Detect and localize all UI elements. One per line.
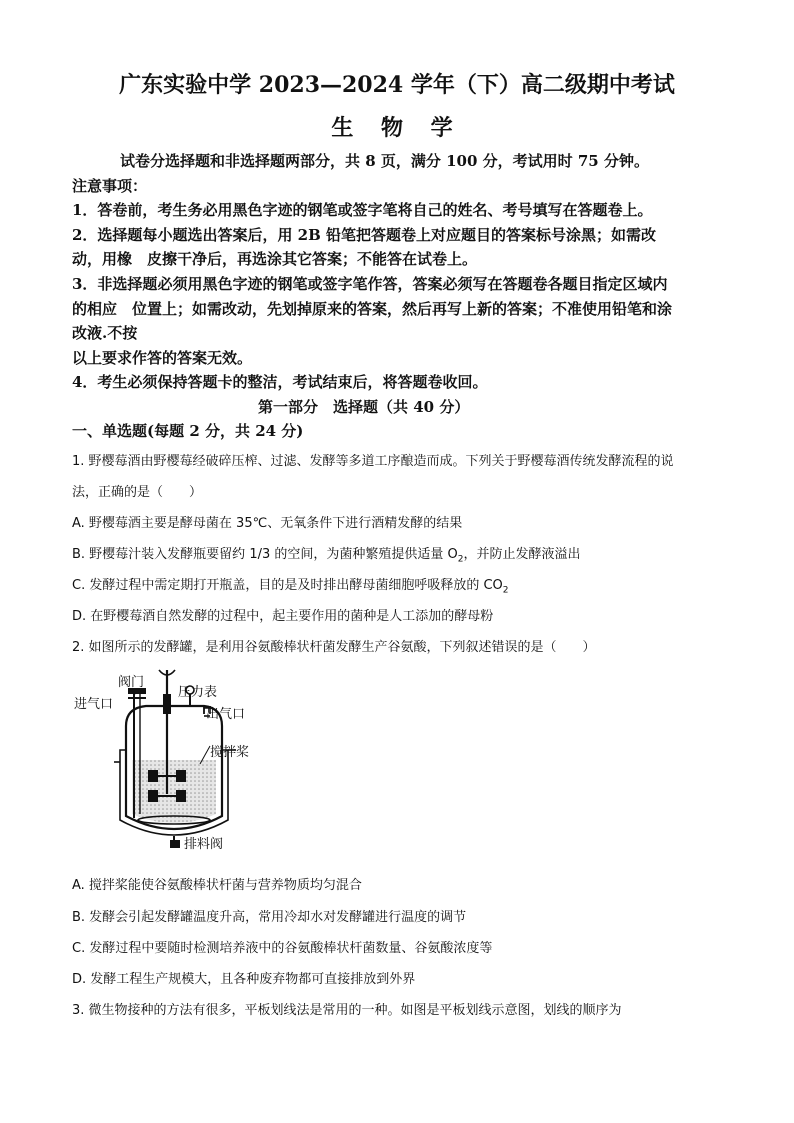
- q1-option-c: C. 发酵过程中需定期打开瓶盖，目的是及时排出酵母菌细胞呼吸释放的 $CO_2$: [72, 578, 509, 596]
- q2-option-c: C. 发酵过程中要随时检测培养液中的谷氨酸棒状杆菌数量、谷氨酸浓度等: [72, 941, 493, 956]
- q1-stem-cont: 法，正确的是（ ）: [72, 485, 203, 500]
- q1-option-b: B. 野樱莓汁装入发酵瓶要留约 1/3 的空间，为菌种繁殖提供适量 $O_2$，并防止发酵液溢出: [72, 547, 581, 565]
- q2-option-a: A. 搅拌桨能使谷氨酸棒状杆菌与营养物质均匀混合: [72, 878, 362, 893]
- note-line: 以上要求作答的答案无效。: [72, 349, 253, 367]
- drain-valve-icon: [170, 840, 180, 848]
- note-line: 改液.不按: [72, 324, 138, 342]
- label-gauge: 压力表: [178, 685, 218, 700]
- label-valve: 阀门: [118, 675, 145, 690]
- q1-option-d: D. 在野樱莓酒自然发酵的过程中，起主要作用的菌种是人工添加的酵母粉: [72, 609, 494, 624]
- subject-title: 生 物 学: [331, 115, 463, 141]
- q1-stem: 1. 野樱莓酒由野樱莓经破碎压榨、过滤、发酵等多道工序酿造而成。下列关于野樱莓酒传统发酵流程的说: [72, 454, 674, 469]
- note-line: 的相应 位置上；如需改动，先划掉原来的答案，然后再写上新的答案；不准使用铅笔和涂: [72, 300, 673, 318]
- note-line: 动，用橡 皮擦干净后，再选涂其它答案；不能答在试卷上。: [72, 250, 478, 268]
- label-drain: 排料阀: [184, 837, 224, 852]
- q2-option-d: D. 发酵工程生产规模大，且各种废弃物都可直接排放到外界: [72, 972, 416, 987]
- note-line: 1．答卷前，考生务必用黑色字迹的钢笔或签字笔将自己的姓名、考号填写在答题卷上。: [72, 201, 653, 219]
- label-stirrer: 搅拌桨: [210, 745, 250, 760]
- exam-title: 广东实验中学 2023—2024 学年（下）高二级期中考试: [119, 72, 675, 98]
- section-heading: 一、单选题(每题 2 分，共 24 分): [72, 422, 304, 440]
- q3-stem: 3. 微生物接种的方法有很多，平板划线法是常用的一种。如图是平板划线示意图，划线的顺序为: [72, 1003, 622, 1018]
- fermenter-diagram: [70, 664, 270, 854]
- note-line: 4．考生必须保持答题卡的整洁，考试结束后，将答题卷收回。: [72, 373, 488, 391]
- exam-intro: 试卷分选择题和非选择题两部分，共 8 页，满分 100 分，考试用时 75 分钟。: [120, 152, 649, 170]
- label-outlet: 出气口: [206, 707, 246, 722]
- q2-option-b: B. 发酵会引起发酵罐温度升高，常用冷却水对发酵罐进行温度的调节: [72, 910, 467, 925]
- label-inlet: 进气口: [74, 697, 114, 712]
- q2-stem: 2. 如图所示的发酵罐，是利用谷氨酸棒状杆菌发酵生产谷氨酸，下列叙述错误的是（ ）: [72, 640, 596, 655]
- note-line: 3．非选择题必须用黑色字迹的钢笔或签字笔作答，答案必须写在答题卷各题目指定区域内: [72, 275, 668, 293]
- part1-heading: 第一部分 选择题（共 40 分）: [258, 398, 470, 416]
- note-line: 2．选择题每小题选出答案后，用 2B 铅笔把答题卷上对应题目的答案标号涂黑；如需改: [72, 226, 657, 244]
- q1-option-a: A. 野樱莓酒主要是酵母菌在 35℃、无氧条件下进行酒精发酵的结果: [72, 516, 463, 531]
- notes-heading: 注意事项：: [72, 177, 148, 195]
